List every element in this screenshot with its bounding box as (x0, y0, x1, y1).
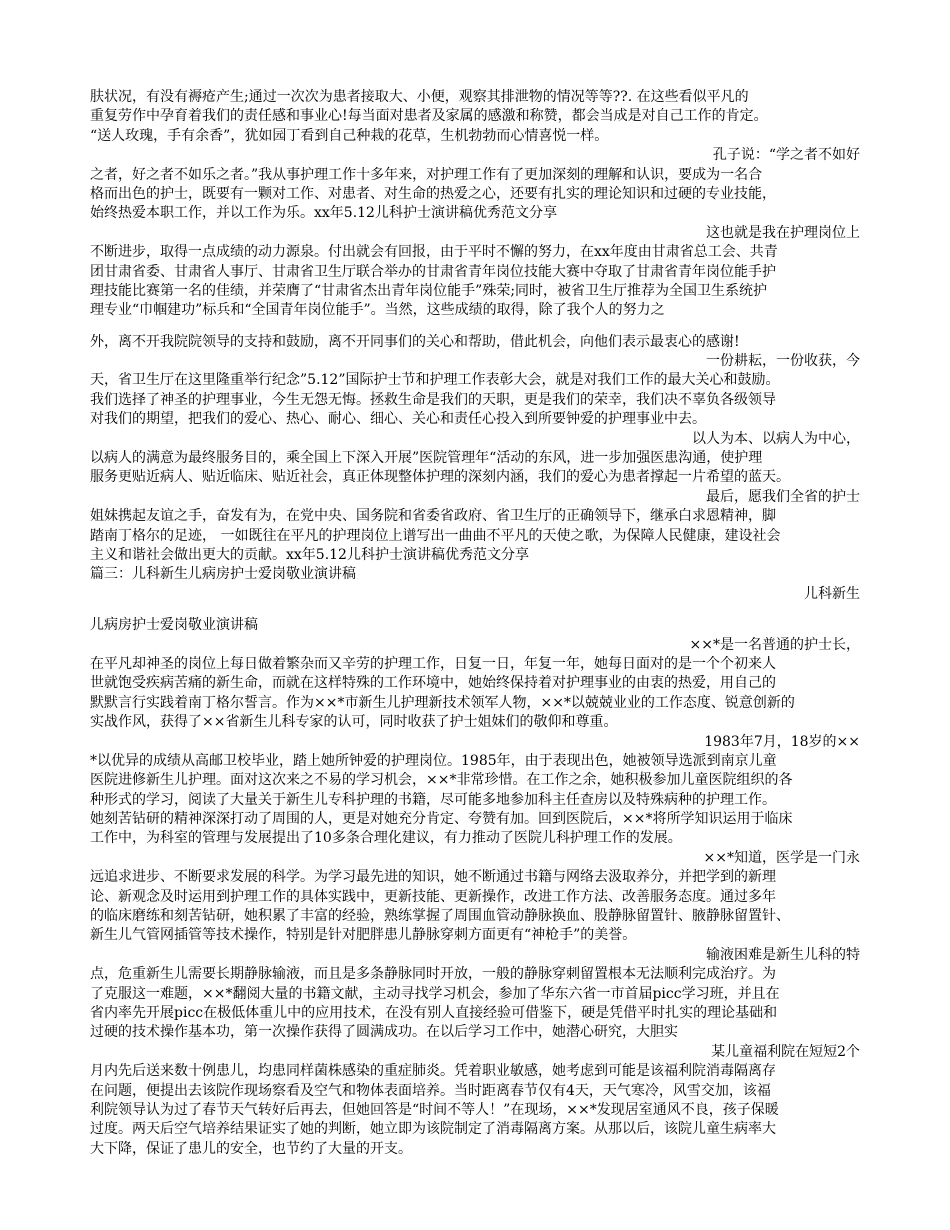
text-line: 不断进步，取得一点成绩的动力源泉。付出就会有回报，由于平时不懈的努力，在xx年度由甘肃省总工会、共青 (90, 244, 778, 261)
text-line: 孔子说：“学之者不如好 (712, 147, 860, 164)
text-line: 重复劳作中孕育着我们的责任感和事业心!每当面对患者及家属的感激和称赞，都会当成是对自己工作的肯定。 (90, 108, 768, 125)
text-line: 她刻苦钻研的精神深深打动了周围的人，更是对她充分肯定、夸赞有加。回到医院后，××*将所学知识运用于临床 (90, 811, 793, 828)
text-line: 输液困难是新生儿科的特 (706, 946, 860, 963)
text-line: 利院领导认为过了春节天气转好后再去，但她回答是“时间不等人！”在现场，××*发现居室通风不良，孩子保暖 (90, 1101, 779, 1118)
text-line: 一份耕耘，一份收获，今 (706, 353, 860, 370)
text-line: 在问题，便提出去该院作现场察看及空气和物体表面培养。当时距离春节仅有4天，天气寒冷，风雪交加，该福 (90, 1082, 771, 1099)
text-line: 实战作风，获得了××省新生儿科专家的认可，同时收获了护士姐妹们的敬仰和尊重。 (90, 714, 618, 731)
text-line: 主义和谐社会做出更大的贡献。xx年5.12儿科护士演讲稿优秀范文分享 (90, 546, 529, 563)
text-line: 论、新观念及时运用到护理工作的具体实践中，更新技能、更新操作，改进工作方法、改善服务态度。通过多年 (90, 888, 776, 905)
text-line: 在平凡却神圣的岗位上每日做着繁杂而又辛劳的护理工作，日复一日，年复一年，她每日面对的是一个个初来人 (90, 655, 776, 672)
text-line: 肤状况，有没有褥疮产生;通过一次次为患者接取大、小便，观察其排泄物的情况等等??. 在这些看似平凡的 (90, 89, 749, 105)
text-line: 以人为本、以病人为中心， (692, 430, 860, 447)
text-line: 种形式的学习，阅读了大量关于新生儿专科护理的书籍，尽可能多地参加科主任查房以及特殊病种的护理工作。 (90, 791, 776, 808)
text-line: 新生儿气管网插管等技术操作，特别是针对肥胖患儿静脉穿刺方面更有“神枪手”的美誉。 (90, 927, 637, 944)
text-line: 对我们的期望，把我们的爱心、热心、耐心、细心、关心和责任心投入到所要钟爱的护理事业中去。 (90, 411, 706, 428)
text-line: 点，危重新生儿需要长期静脉输液，而且是多条静脉同时开放，一般的静脉穿刺留置根本无法顺利完成治疗。为 (90, 966, 776, 983)
text-line: 的临床磨练和刻苦钻研，她积累了丰富的经验，熟练掌握了周围血管动静脉换血、股静脉留置针、腋静脉留置针、 (90, 908, 790, 925)
text-line: 某儿童福利院在短短2个 (711, 1043, 860, 1060)
text-line: 以病人的满意为最终服务目的，乘全国上下深入开展”医院管理年“活动的东风，进一步加强医患沟通，使护理 (90, 450, 763, 467)
text-line: *以优异的成绩从高邮卫校毕业，踏上她所钟爱的护理岗位。1985年，由于表现出色，她被领导选派到南京儿童 (90, 752, 777, 769)
text-line: 医院进修新生儿护理。面对这次来之不易的学习机会，××*非常珍惜。在工作之余，她积极参加儿童医院组织的各 (90, 772, 793, 789)
text-line: 儿科新生 (804, 585, 860, 602)
text-line: 月内先后送来数十例患儿，均患同样菌株感染的重症肺炎。凭着职业敏感，她考虑到可能是该福利院消毒隔离存 (90, 1063, 776, 1080)
text-line: 外，离不开我院院领导的支持和鼓励，离不开同事们的关心和帮助，借此机会，向他们表示最衷心的感谢! (90, 333, 740, 350)
text-line: 省内率先开展picc在极低体重儿中的应用技术，在没有别人直接经验可借鉴下，硬是凭借平时扎实的理论基础和 (90, 1004, 778, 1021)
text-line: 服务更贴近病人、贴近临床、贴近社会，真正体现整体护理的深刻内涵，我们的爱心为患者撑起一片希望的蓝天。 (90, 469, 790, 486)
text-line: 工作中，为科室的管理与发展提出了10多条合理化建议，有力推动了医院儿科护理工作的发展。 (90, 830, 682, 847)
document-body (90, 88, 860, 1159)
text-line: “送人玫瑰，手有余香”，犹如园丁看到自己种栽的花草，生机勃勃而心情喜悦一样。 (90, 127, 609, 144)
paragraph-gap (90, 321, 860, 333)
text-line: 格而出色的护士，既要有一颗对工作、对患者、对生命的热爱之心，还要有扎实的理论知识和过硬的专业技能， (90, 185, 776, 202)
text-line: 最后，愿我们全省的护士 (706, 488, 860, 505)
text-line: 姐妹携起友谊之手，奋发有为，在党中央、国务院和省委省政府、省卫生厅的正确领导下，继承白求恩精神，脚 (90, 508, 776, 525)
text-line: 1983年7月，18岁的×× (704, 733, 860, 750)
text-line: 篇三：儿科新生儿病房护士爱岗敬业演讲稿 (90, 566, 356, 583)
text-line: ××*知道，医学是一门永 (703, 849, 860, 866)
text-line: 大下降，保证了患儿的安全，也节约了大量的开支。 (90, 1140, 412, 1157)
text-line: 踏南丁格尔的足迹， 一如既往在平凡的护理岗位上谱写出一曲曲不平凡的天使之歌，为保障人民健康，建设社会 (90, 527, 781, 544)
text-line: 之者，好之者不如乐之者。”我从事护理工作十多年来，对护理工作有了更加深刻的理解和认识，要成为一名合 (90, 166, 763, 183)
text-line: 天，省卫生厅在这里隆重举行纪念”5.12”国际护士节和护理工作表彰大会，就是对我们工作的最大关心和鼓励。 (90, 372, 780, 389)
text-line: 理技能比赛第一名的佳绩，并荣膺了“甘肃省杰出青年岗位能手”殊荣;同时，被省卫生厅推荐为全国卫生系统护 (90, 282, 768, 299)
text-line: 世就饱受疾病苦痛的新生命，而就在这样特殊的工作环境中，她始终保持着对护理事业的由衷的热爱，用自己的 (90, 675, 776, 692)
text-line: ××*是一名普通的护士长， (689, 636, 860, 653)
text-line: 始终热爱本职工作，并以工作为乐。xx年5.12儿科护士演讲稿优秀范文分享 (90, 205, 557, 222)
text-line: 了克服这一难题，××*翻阅大量的书籍文献，主动寻找学习机会，参加了华东六省一市首届picc学习班，并且在 (90, 985, 780, 1002)
text-line: 这也就是我在护理岗位上 (706, 224, 860, 241)
text-line: 理专业“巾帼建功”标兵和“全国青年岗位能手”。当然，这些成绩的取得，除了我个人的努力之 (90, 302, 665, 319)
text-line: 团甘肃省委、甘肃省人事厅、甘肃省卫生厅联合举办的甘肃省青年岗位技能大赛中夺取了甘肃省青年岗位能手护 (90, 263, 776, 280)
paragraph-gap (90, 604, 860, 616)
text-line: 过度。两天后空气培养结果证实了她的判断，她立即为该院制定了消毒隔离方案。从那以后，该院儿童生病率大 (90, 1121, 776, 1138)
text-line: 远追求进步、不断要求发展的科学。为学习最先进的知识，她不断通过书籍与网络去汲取养分，并把学到的新理 (90, 869, 776, 886)
text-line: 过硬的技术操作基本功，第一次操作获得了圆满成功。在以后学习工作中，她潜心研究，大胆实 (90, 1024, 678, 1041)
text-line: 默默言行实践着南丁格尔誓言。作为××*市新生儿护理新技术领军人物，××*以兢兢业业的工作态度、锐意创新的 (90, 694, 795, 711)
text-line: 我们选择了神圣的护理事业，今生无怨无悔。拯救生命是我们的天职，更是我们的荣幸，我们决不辜负各级领导 (90, 391, 776, 408)
text-line: 儿病房护士爱岗敬业演讲稿 (90, 617, 258, 634)
